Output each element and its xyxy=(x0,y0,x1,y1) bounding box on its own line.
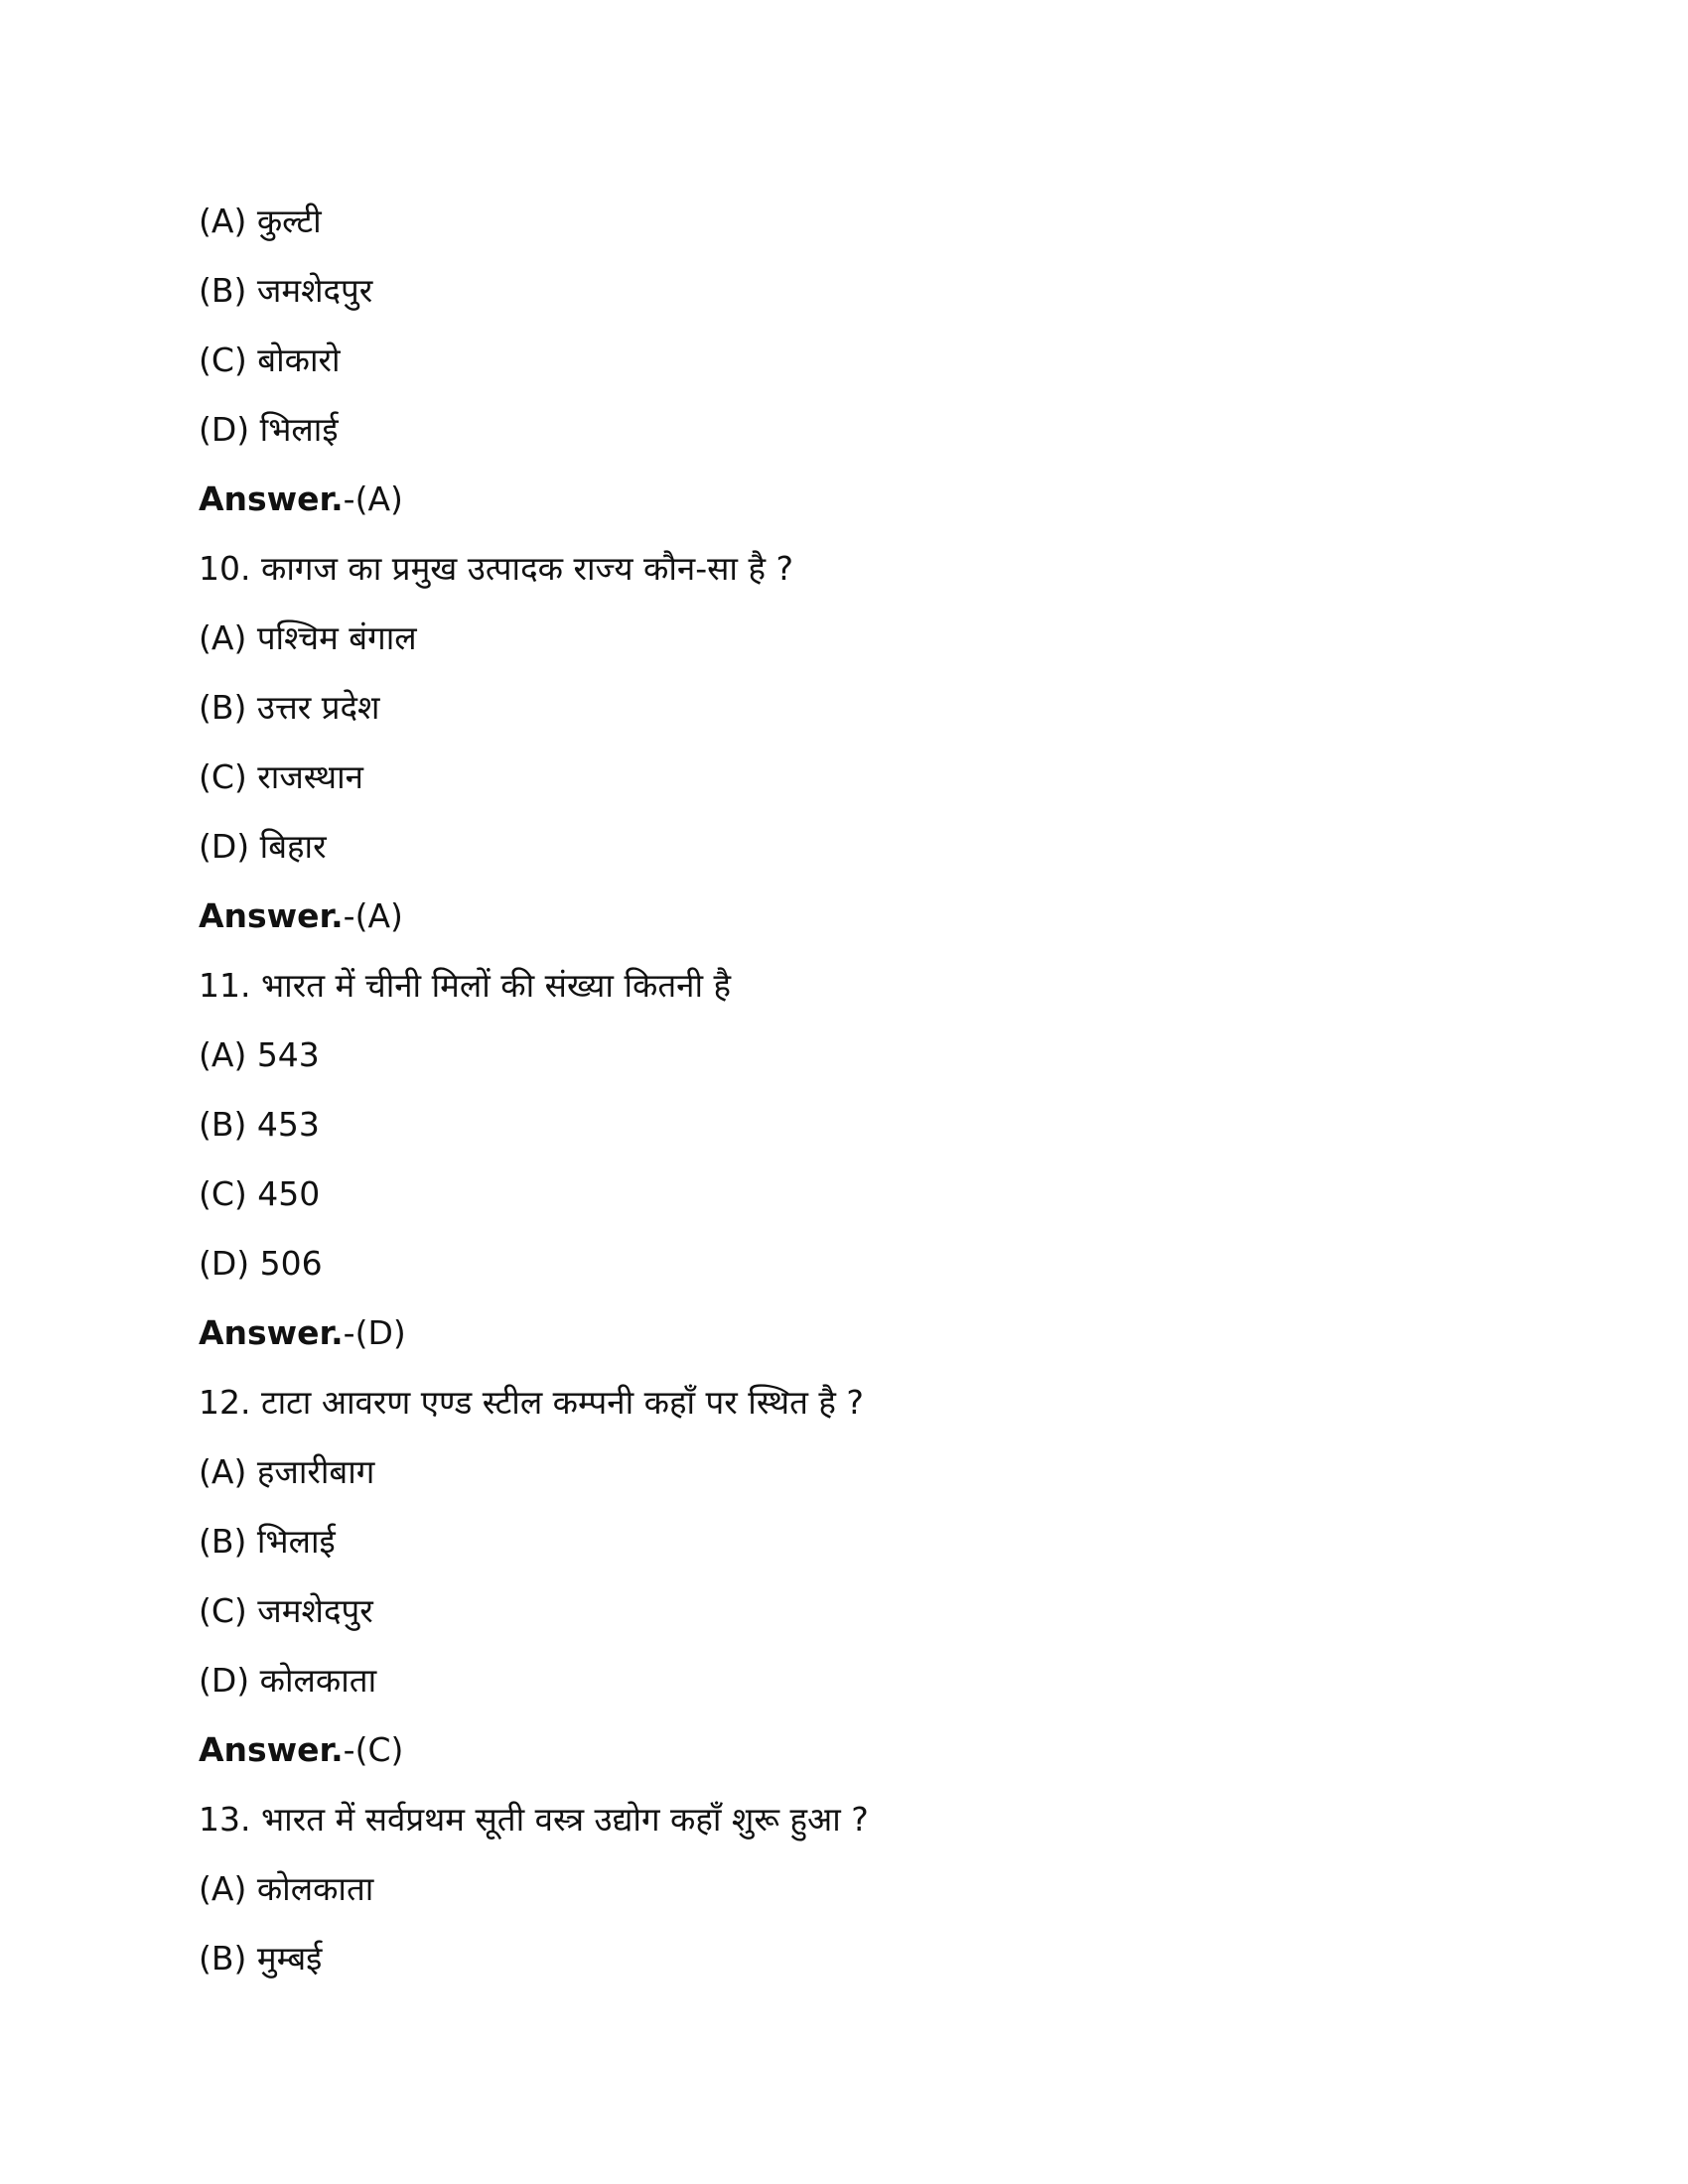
question-text: 12. टाटा आवरण एण्ड स्टील कम्पनी कहाँ पर स्थित है ? xyxy=(199,1383,864,1422)
option-line: (A) कुल्टी xyxy=(199,202,322,240)
document-body xyxy=(199,187,1489,1993)
answer-label: Answer. xyxy=(199,1730,344,1769)
option-line: (C) राजस्थान xyxy=(199,757,363,796)
answer-line xyxy=(199,465,1489,534)
question-text: 10. कागज का प्रमुख उत्पादक राज्य कौन-सा है ? xyxy=(199,549,793,588)
option-line: (A) हजारीबाग xyxy=(199,1452,375,1491)
option-line: (C) 450 xyxy=(199,1174,321,1213)
answer-value: -(A) xyxy=(343,479,403,518)
answer-value: -(D) xyxy=(343,1313,406,1352)
option-line: (B) मुम्बई xyxy=(199,1939,323,1978)
option-line: (C) जमशेदपुर xyxy=(199,1591,373,1630)
option-line: (A) कोलकाता xyxy=(199,1869,374,1908)
answer-line xyxy=(199,882,1489,951)
option-line: (B) 453 xyxy=(199,1105,320,1144)
option-line: (D) कोलकाता xyxy=(199,1661,377,1700)
answer-label: Answer. xyxy=(199,479,344,518)
answer-label: Answer. xyxy=(199,896,344,935)
option-line: (A) पश्चिम बंगाल xyxy=(199,618,417,657)
option-line: (C) बोकारो xyxy=(199,341,341,379)
option-line: (B) उत्तर प्रदेश xyxy=(199,688,380,727)
question-text: 11. भारत में चीनी मिलों की संख्या कितनी है xyxy=(199,966,732,1005)
option-line: (B) भिलाई xyxy=(199,1522,336,1561)
answer-label: Answer. xyxy=(199,1313,344,1352)
answer-line xyxy=(199,1715,1489,1785)
option-line: (A) 543 xyxy=(199,1035,320,1074)
option-line: (D) बिहार xyxy=(199,827,327,866)
answer-line xyxy=(199,1298,1489,1368)
option-line: (D) 506 xyxy=(199,1244,323,1283)
option-line: (B) जमशेदपुर xyxy=(199,271,373,310)
answer-value: -(A) xyxy=(343,896,403,935)
answer-value: -(C) xyxy=(343,1730,404,1769)
option-line: (D) भिलाई xyxy=(199,410,339,449)
question-text: 13. भारत में सर्वप्रथम सूती वस्त्र उद्योग कहाँ शुरू हुआ ? xyxy=(199,1800,869,1839)
